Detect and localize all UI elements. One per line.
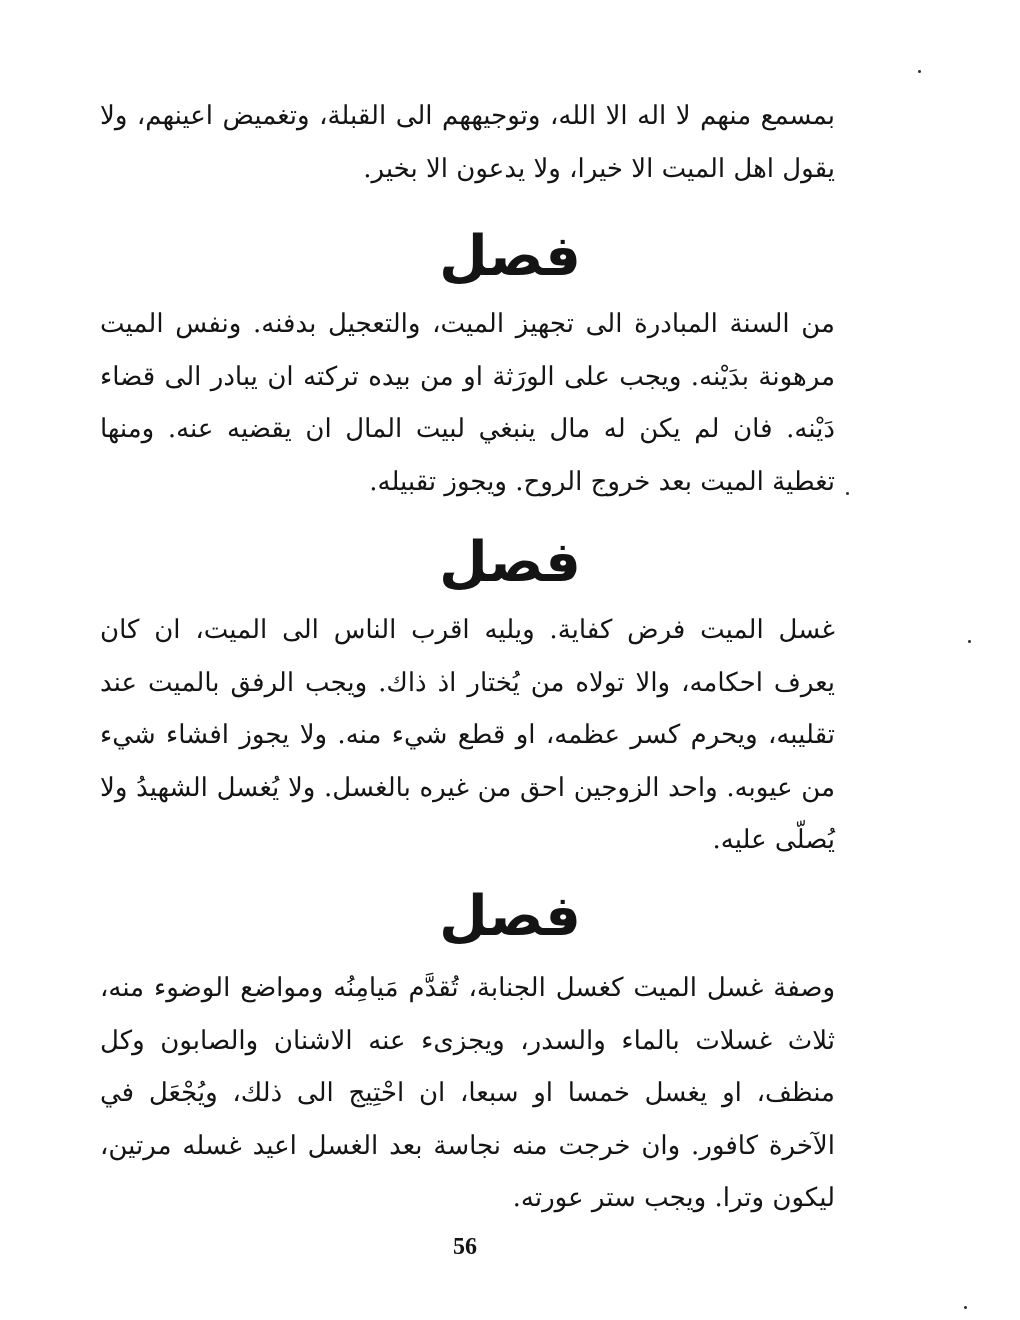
paragraph-text: من السنة المبادرة الى تجهيز الميت، والتعجيل بدفنه. ونفس الميت مرهونة بدَيْنه. ويجب على الورَثة او من بيده تركته ان يبادر الى قضاء دَيْنه. فان لم يكن له مال ينبغي لبيت المال ان يقضيه عنه. ومنها تغطية الميت بعد خروج الروح. ويجوز تقبيله.	[100, 309, 835, 497]
scan-speck	[964, 1306, 967, 1309]
paragraph-text: بمسمع منهم لا اله الا الله، وتوجيههم الى القبلة، وتغميض اعينهم، ولا يقول اهل الميت الا خيرا، ولا يدعون الا بخير.	[100, 101, 835, 184]
paragraph-intro	[100, 90, 835, 195]
page-number: 56	[453, 1234, 477, 1260]
section-heading-3: فصل	[439, 884, 581, 949]
paragraph-text: غسل الميت فرض كفاية. ويليه اقرب الناس الى الميت، ان كان يعرف احكامه، والا تولاه من يُختار اذ ذاك. ويجب الرفق بالميت عند تقليبه، ويحرم كسر عظمه، او قطع شيء منه. ولا يجوز افشاء شيء من عيوبه. واحد الزوجين احق من غيره بالغسل. ولا يُغسل الشهيدُ ولا يُصلّى عليه.	[100, 615, 835, 855]
scan-speck	[918, 70, 921, 73]
section-heading-1: فصل	[439, 224, 581, 289]
scan-speck	[968, 640, 971, 643]
paragraph-washing-method	[100, 962, 835, 1225]
scan-speck	[846, 492, 849, 495]
paragraph-burial	[100, 298, 835, 508]
section-heading-2: فصل	[439, 530, 581, 595]
paragraph-washing	[100, 604, 835, 867]
paragraph-text: وصفة غسل الميت كغسل الجنابة، تُقدَّم مَيامِنُه ومواضع الوضوء منه، ثلاث غسلات بالماء والسدر، ويجزىء عنه الاشنان والصابون وكل منظف، او يغسل خمسا او سبعا، ان احْتِيج الى ذلك، ويُجْعَل في الآخرة كافور. وان خرجت منه نجاسة بعد الغسل اعيد غسله مرتين، ليكون وترا. ويجب ستر عورته.	[100, 973, 835, 1213]
